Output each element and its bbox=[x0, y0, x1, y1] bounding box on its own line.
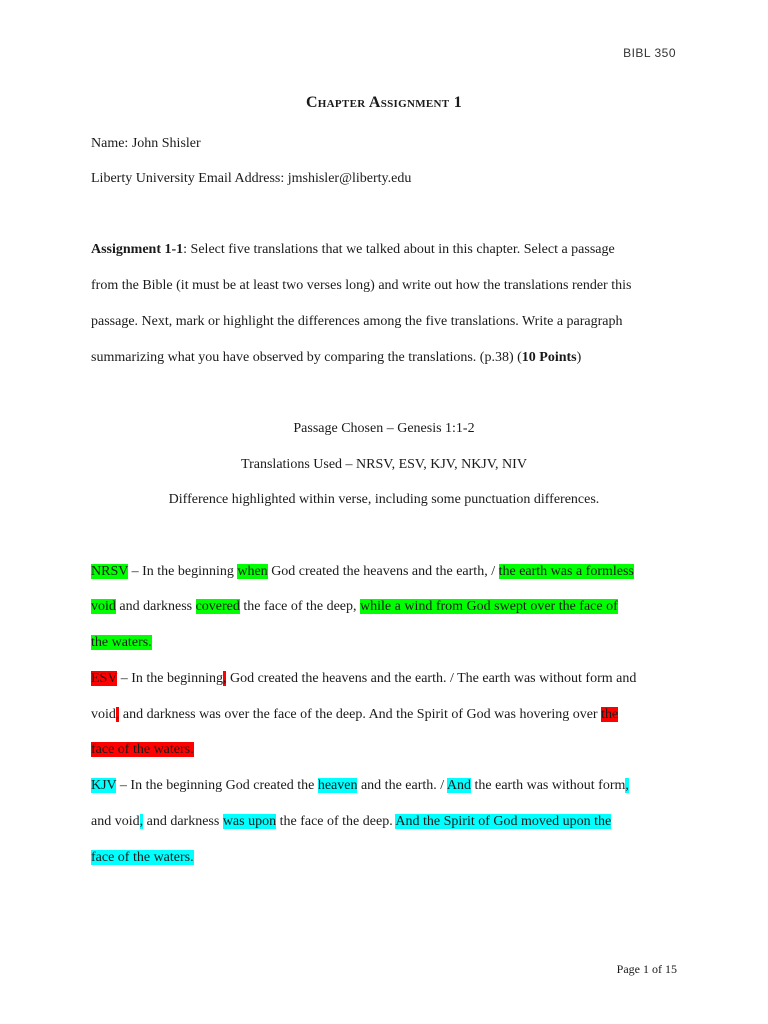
email-line: Liberty University Email Address: jmshisler@liberty.edu bbox=[91, 171, 412, 186]
course-header: BIBL 350 bbox=[623, 46, 676, 60]
kjv-label: KJV bbox=[91, 778, 117, 793]
nrsv-line-3 bbox=[91, 635, 152, 651]
kjv-highlight: was upon bbox=[222, 814, 277, 829]
kjv-line-3 bbox=[91, 850, 194, 866]
esv-text: God created the heavens and the earth. / The earth was without form and bbox=[226, 671, 637, 686]
kjv-text: and void bbox=[91, 814, 140, 829]
assignment-line-2: from the Bible (it must be at least two verses long) and write out how the translations render this bbox=[91, 278, 632, 293]
page-title: Chapter Assignment 1 bbox=[305, 94, 463, 111]
nrsv-text: God created the heavens and the earth, / bbox=[267, 564, 499, 579]
kjv-highlight: And the Spirit of God moved upon the bbox=[395, 814, 612, 829]
translations-used: Translations Used – NRSV, ESV, KJV, NKJV, NIV bbox=[241, 457, 527, 472]
assignment-line-4 bbox=[91, 350, 581, 366]
page-number: Page 1 of 15 bbox=[616, 962, 677, 976]
assignment-label: Assignment 1-1 bbox=[91, 242, 184, 257]
nrsv-line-1 bbox=[91, 564, 634, 580]
kjv-highlight: And bbox=[446, 778, 472, 793]
kjv-text: and darkness bbox=[143, 814, 223, 829]
nrsv-highlight: void bbox=[91, 599, 116, 614]
nrsv-line-2 bbox=[91, 599, 618, 615]
esv-text: – In the beginning bbox=[117, 671, 223, 686]
nrsv-label: NRSV bbox=[91, 564, 129, 579]
esv-highlight: face of the waters. bbox=[91, 742, 194, 757]
kjv-line-1 bbox=[91, 778, 629, 794]
kjv-text: – In the beginning God created the bbox=[116, 778, 318, 793]
kjv-highlight: face of the waters. bbox=[91, 850, 194, 865]
nrsv-highlight: when bbox=[237, 564, 268, 579]
esv-highlight: the bbox=[601, 707, 619, 722]
kjv-text: and the earth. / bbox=[357, 778, 447, 793]
nrsv-highlight: the earth was a formless bbox=[498, 564, 634, 579]
highlight-note: Difference highlighted within verse, including some punctuation differences. bbox=[168, 492, 600, 507]
nrsv-highlight: covered bbox=[195, 599, 240, 614]
esv-highlight: , bbox=[222, 671, 227, 686]
kjv-line-2 bbox=[91, 814, 611, 830]
nrsv-text: the face of the deep, bbox=[239, 599, 361, 614]
kjv-text: the earth was without form bbox=[471, 778, 626, 793]
esv-text: void bbox=[91, 707, 116, 722]
assignment-close-paren: ) bbox=[576, 350, 582, 365]
esv-highlight: , bbox=[115, 707, 120, 722]
kjv-highlight: , bbox=[139, 814, 144, 829]
esv-line-1 bbox=[91, 671, 636, 687]
nrsv-text: and darkness bbox=[115, 599, 196, 614]
nrsv-text: – In the beginning bbox=[128, 564, 238, 579]
assignment-line-3: passage. Next, mark or highlight the differences among the five translations. Write a paragraph bbox=[91, 314, 623, 329]
nrsv-highlight: while a wind from God swept over the face of bbox=[360, 599, 618, 614]
kjv-text: the face of the deep. bbox=[276, 814, 396, 829]
name-line: Name: John Shisler bbox=[91, 136, 201, 151]
esv-line-3 bbox=[91, 742, 194, 758]
assignment-line-1 bbox=[91, 242, 615, 258]
nrsv-highlight: the waters. bbox=[91, 635, 152, 650]
assignment-text-4: summarizing what you have observed by comparing the translations. (p.38) ( bbox=[91, 350, 522, 365]
esv-line-2 bbox=[91, 707, 618, 723]
passage-chosen: Passage Chosen – Genesis 1:1-2 bbox=[293, 421, 475, 436]
kjv-highlight: , bbox=[625, 778, 629, 793]
assignment-points: 10 Points bbox=[521, 350, 577, 365]
esv-text: and darkness was over the face of the deep. And the Spirit of God was hovering over bbox=[119, 707, 602, 722]
kjv-highlight: heaven bbox=[317, 778, 358, 793]
assignment-text-1: : Select five translations that we talked about in this chapter. Select a passage bbox=[183, 242, 615, 257]
esv-label: ESV bbox=[91, 671, 118, 686]
